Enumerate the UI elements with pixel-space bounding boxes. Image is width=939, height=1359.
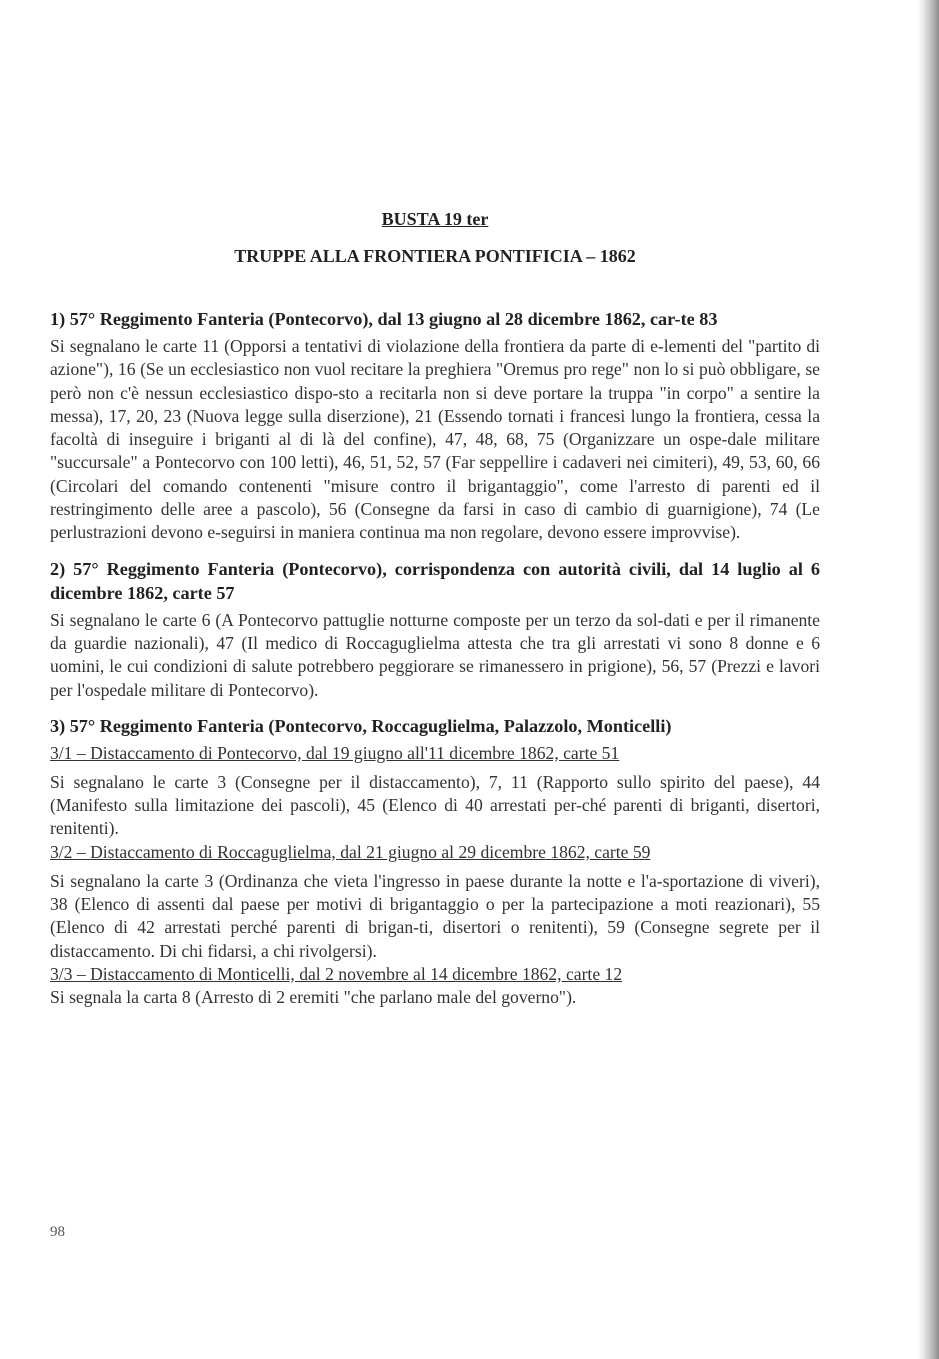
busta-heading: BUSTA 19 ter (381, 209, 489, 229)
section-1-body: Si segnalano le carte 11 (Opporsi a tentativi di violazione della frontiera da parte di e-lementi del "partito di azione"), 16 (Se un ecclesiastico non vuol recitare la preghiera "Oremus pro rege" non lo si può obbligare, se però non c'è nessun ecclesiastico dispo-sto a recitarla non si deve portare la truppa "in corpo" a sentire la messa), 17, 20, 23 (Nuova legge sulla diserzione), 21 (Essendo tornati i francesi lungo la frontiera, cessa la facoltà di inseguire i briganti al di là del confine), 47, 48, 68, 75 (Organizzare un ospe-dale militare "succursale" a Pontecorvo con 100 letti), 46, 51, 52, 57 (Far seppellire i cadaveri nei cimiteri), 49, 53, 60, 66 (Circolari del comando contenenti "misure contro il brigantaggio", come l'arresto di parenti ed il restringimento delle aree a pascolo), 56 (Consegne da farsi in caso di cambio di guarnigione), 74 (Le perlustrazioni devono e-seguirsi in maniera continua ma non regolare, devono essere improvvise). (50, 336, 820, 543)
subsection-3-1-body: Si segnalano le carte 3 (Consegne per il distaccamento), 7, 11 (Rapporto sullo spirito del paese), 44 (Manifesto sulla limitazione dei pascoli), 45 (Elenco di 40 arrestati per-ché parenti di briganti, disertori, renitenti). (50, 771, 820, 839)
page-number: 98 (50, 1224, 65, 1240)
subsection-3-1-heading: 3/1 – Distaccamento di Pontecorvo, dal 19 giugno all'11 dicembre 1862, carte 51 (50, 742, 620, 763)
section-3-heading: 3) 57° Reggimento Fanteria (Pontecorvo, Roccaguglielma, Palazzolo, Monticelli) (50, 715, 672, 736)
document-content (50, 307, 820, 1009)
book-spine-shadow (917, 0, 939, 1359)
document-title: TRUPPE ALLA FRONTIERA PONTIFICIA – 1862 (234, 246, 636, 266)
subsection-3-3-heading: 3/3 – Distaccamento di Monticelli, dal 2 novembre al 14 dicembre 1862, carte 12 (50, 963, 623, 984)
section-2-body: Si segnalano le carte 6 (A Pontecorvo pattuglie notturne composte per un terzo da sol-dati e per il rimanente da guardie nazionali), 47 (Il medico di Roccaguglielma attesta che tra gli arrestati vi sono 8 donne e 6 uomini, le cui condizioni di salute potrebbero peggiorare se rimanessero in prigione), 56, 57 (Prezzi e lavori per l'ospedale militare di Pontecorvo). (50, 609, 820, 700)
section-1-heading: 1) 57° Reggimento Fanteria (Pontecorvo), dal 13 giugno al 28 dicembre 1862, car-te 83 (50, 309, 718, 329)
subsection-3-2-body: Si segnalano la carte 3 (Ordinanza che vieta l'ingresso in paese durante la notte e l'a-sportazione di viveri), 38 (Elenco di assenti dal paese per motivi di brigantaggio o per la partecipazione a moti reazionari), 55 (Elenco di 42 arrestati perché parenti di brigan-ti, disertori o renitenti), 59 (Consegne segrete per il distaccamento. Di chi fidarsi, a chi rivolgersi). (50, 870, 820, 961)
subsection-3-2-heading: 3/2 – Distaccamento di Roccaguglielma, dal 21 giugno al 29 dicembre 1862, carte 59 (50, 841, 651, 862)
section-2-heading: 2) 57° Reggimento Fanteria (Pontecorvo), corrispondenza con autorità civili, dal 14 luglio al 6 dicembre 1862, carte 57 (50, 558, 820, 603)
subsection-3-3-body: Si segnala la carta 8 (Arresto di 2 eremiti "che parlano male del governo"). (50, 986, 577, 1007)
